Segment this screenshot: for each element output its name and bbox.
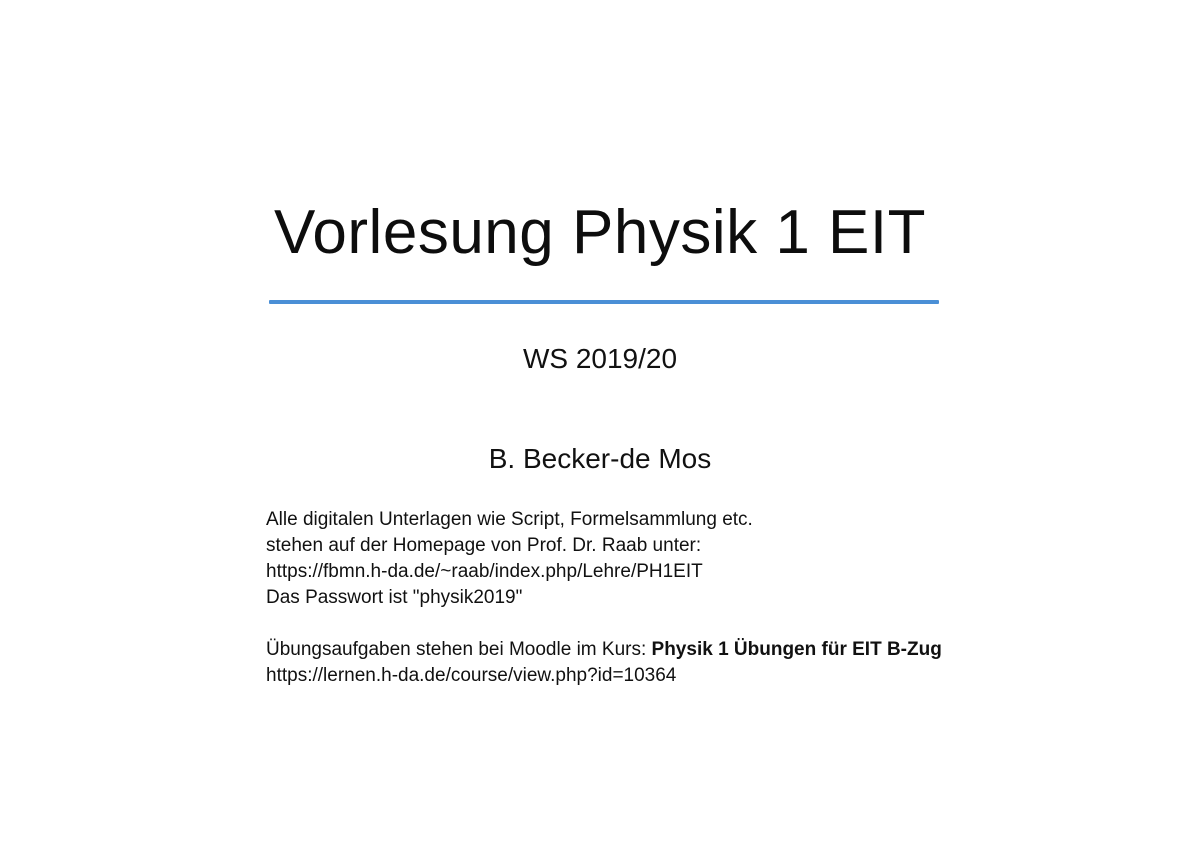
homepage-link[interactable]: https://fbmn.h-da.de/~raab/index.php/Lehre/PH1EIT bbox=[266, 561, 703, 582]
exercise-line bbox=[266, 637, 1026, 663]
paragraph-gap bbox=[266, 611, 1026, 637]
password-line: Das Passwort ist "physik2019" bbox=[266, 587, 523, 608]
info-text-block bbox=[266, 507, 1026, 689]
moodle-url-line bbox=[266, 663, 1026, 689]
info-line-homepage: stehen auf der Homepage von Prof. Dr. Raab unter: bbox=[266, 535, 702, 556]
semester-label: WS 2019/20 bbox=[522, 343, 678, 374]
exercise-prefix: Übungsaufgaben stehen bei Moodle im Kurs: bbox=[266, 639, 652, 660]
course-name: Physik 1 Übungen für EIT B-Zug bbox=[651, 639, 942, 660]
info-line-materials: Alle digitalen Unterlagen wie Script, Formelsammlung etc. bbox=[266, 509, 753, 530]
title-divider bbox=[269, 300, 939, 304]
slide-title: Vorlesung Physik 1 EIT bbox=[274, 198, 926, 267]
homepage-url-line bbox=[266, 559, 1026, 585]
author-name: B. Becker-de Mos bbox=[488, 443, 712, 474]
moodle-link[interactable]: https://lernen.h-da.de/course/view.php?id=10364 bbox=[266, 665, 677, 686]
